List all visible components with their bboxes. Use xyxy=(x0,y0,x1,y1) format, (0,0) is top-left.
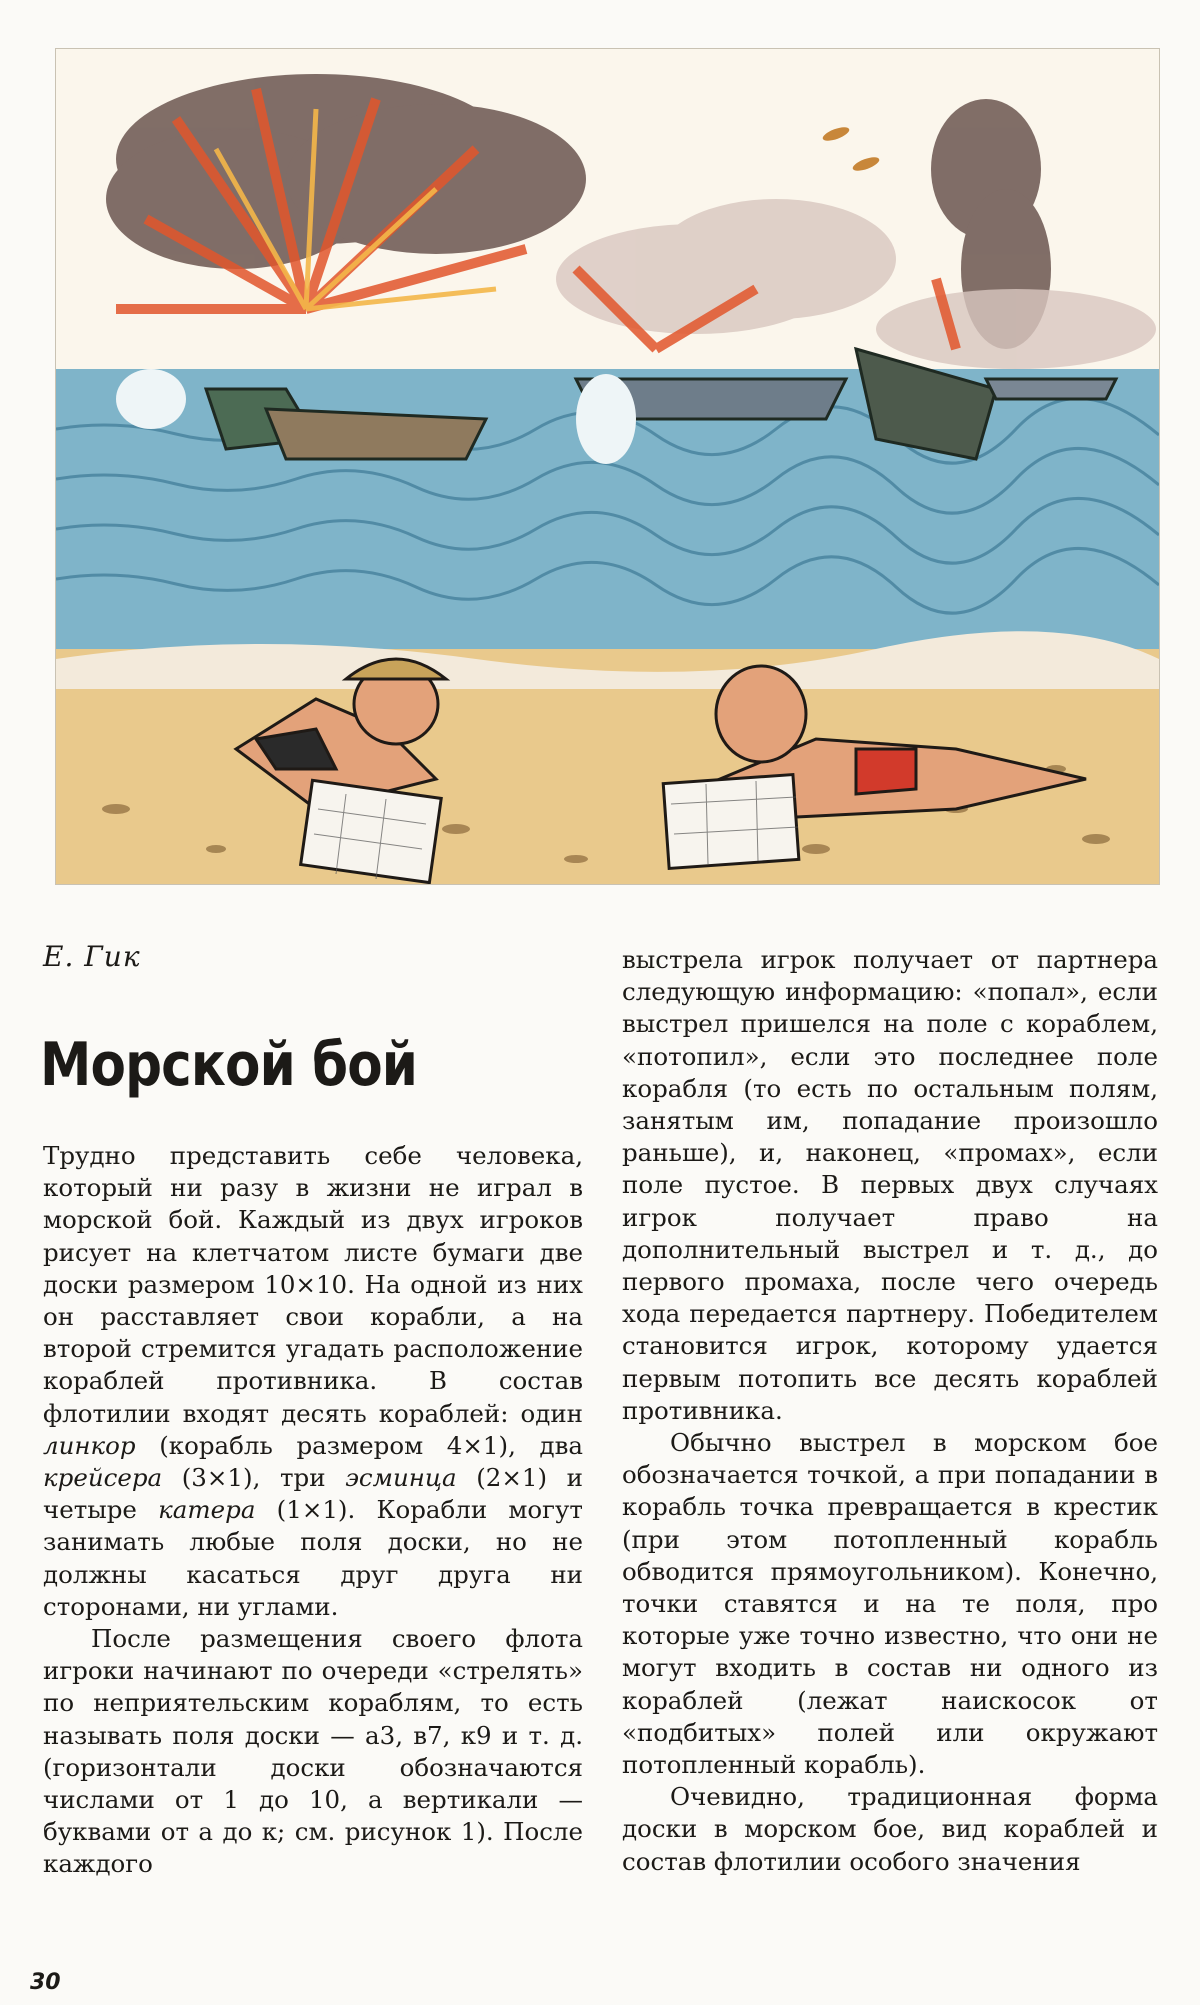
text-run: (корабль размером 4×1), два xyxy=(135,1430,583,1460)
term-destroyer: эсминца xyxy=(345,1463,457,1493)
sea-battle-illustration xyxy=(55,48,1160,885)
text-run: (2×1) и четыре xyxy=(43,1463,583,1525)
right-text-column xyxy=(622,944,1158,1878)
sea-battle-beach-cartoon-icon xyxy=(56,49,1159,884)
paragraph: Обычно выстрел в морском бое обозначается точкой, а при попадании в корабль точка превращается в крестик (при этом потопленный корабль обводится прямоугольником). Конечно, точки ставятся и на те поля, про которые уже точно известно, что они не могут входить в состав ни одного из кораблей (лежат наискосок от «подбитых» полей или окружают потопленный корабль). xyxy=(622,1428,1158,1780)
left-text-column xyxy=(43,1140,583,1881)
paragraph: Очевидно, традиционная форма доски в морском бое, вид кораблей и состав флотилии особого значения xyxy=(622,1782,1158,1876)
paragraph: После размещения своего флота игроки начинают по очереди «стрелять» по неприятельским кораблям, то есть называть поля доски — a3, в7, к9 и т. д. (горизонтали доски обозначаются числами от 1 до 10, а вертикали — буквами от а до к; см. рисунок 1). После каждого xyxy=(43,1624,583,1879)
term-boat: катера xyxy=(158,1495,256,1525)
text-run: Трудно представить себе человека, который ни разу в жизни не играл в морской бой. Каждый из двух игроков рисует на клетчатом листе бумаги две доски размером 10×10. На одной из них он расставляет свои корабли, а на второй стремится угадать расположение кораблей противника. В состав флотилии входят десять кораблей: один xyxy=(43,1141,583,1428)
term-battleship: линкор xyxy=(43,1430,136,1460)
author-name: Е. Гик xyxy=(43,940,141,973)
paragraph xyxy=(43,1140,583,1623)
term-cruiser: крейсера xyxy=(43,1463,163,1493)
text-run: (3×1), три xyxy=(162,1463,346,1493)
page-number: 30 xyxy=(30,1970,61,1995)
text-run: (1×1). Корабли могут занимать любые поля доски, но не должны касаться друг друга ни сторонами, ни углами. xyxy=(43,1495,583,1621)
article-title: Морской бой xyxy=(40,1030,418,1100)
paragraph: выстрела игрок получает от партнера следующую информацию: «попал», если выстрел пришелся на поле с кораблем, «потопил», если это последнее поле корабля (то есть по остальным полям, занятым им, попадание произошло раньше), и, наконец, «промах», если поле пустое. В первых двух случаях игрок получает право на дополнительный выстрел и т. д., до первого промаха, после чего очередь хода передается партнеру. Победителем становится игрок, которому удается первым потопить все десять кораблей противника. xyxy=(622,945,1158,1425)
